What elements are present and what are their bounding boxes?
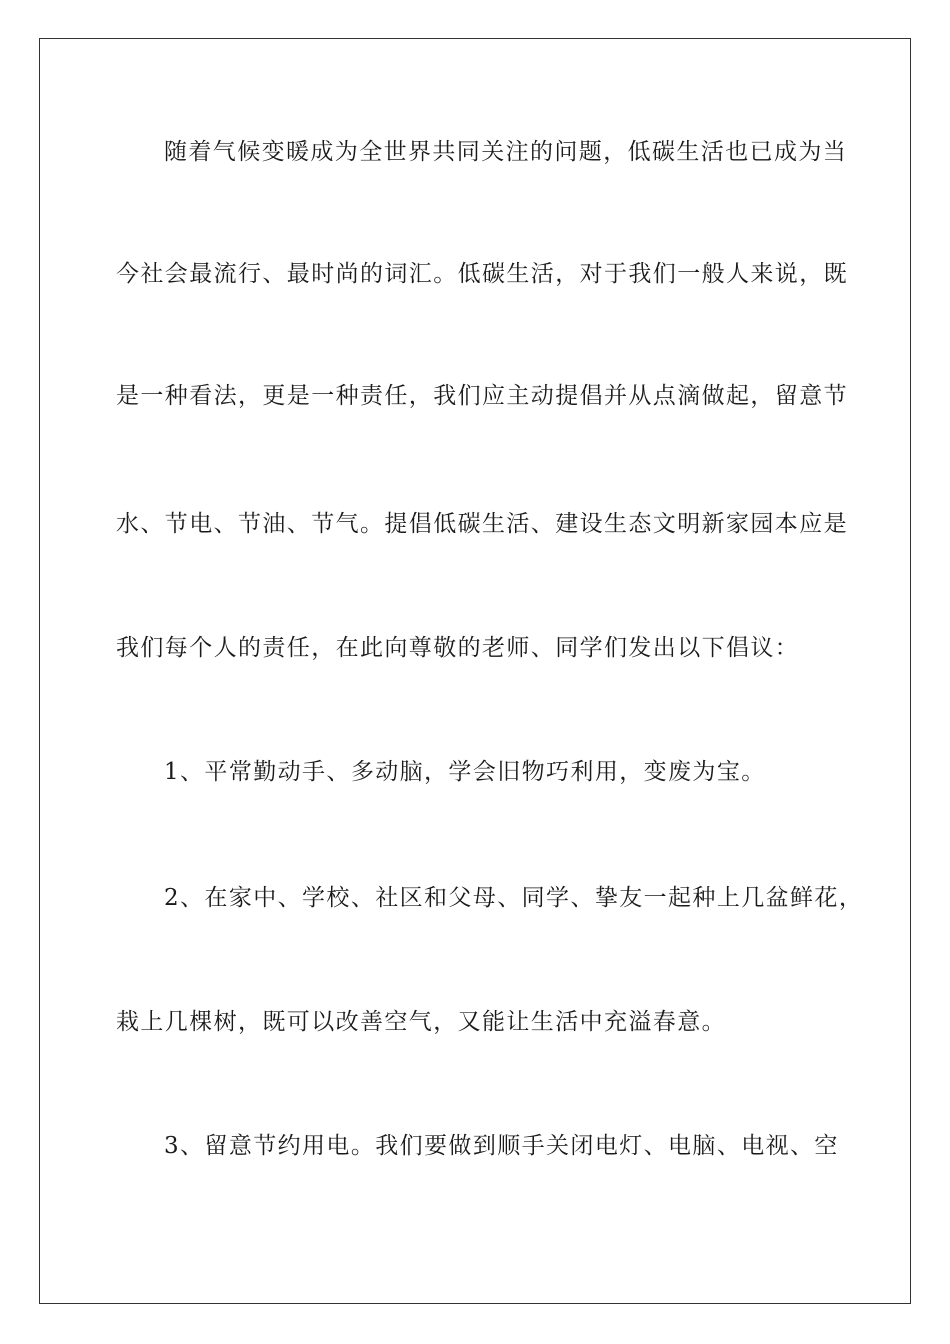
paragraph-line-5: 我们每个人的责任，在此向尊敬的老师、同学们发出以下倡议： xyxy=(116,635,800,661)
paragraph-line-4: 水、节电、节油、节气。提倡低碳生活、建设生态文明新家园本应是 xyxy=(116,511,848,537)
paragraph-line-3: 是一种看法，更是一种责任，我们应主动提倡并从点滴做起，留意节 xyxy=(116,383,848,409)
list-item-3: 3、留意节约用电。我们要做到顺手关闭电灯、电脑、电视、空 xyxy=(164,1133,839,1159)
list-item-2-continued: 栽上几棵树，既可以改善空气，又能让生活中充溢春意。 xyxy=(116,1009,726,1035)
paragraph-line-1: 随着气候变暖成为全世界共同关注的问题，低碳生活也已成为当 xyxy=(164,139,848,165)
page-frame xyxy=(39,38,911,1304)
list-item-1: 1、平常勤动手、多动脑，学会旧物巧利用，变废为宝。 xyxy=(164,759,766,785)
list-item-2: 2、在家中、学校、社区和父母、同学、挚友一起种上几盆鲜花， xyxy=(164,885,864,911)
paragraph-line-2: 今社会最流行、最时尚的词汇。低碳生活，对于我们一般人来说，既 xyxy=(116,261,848,287)
